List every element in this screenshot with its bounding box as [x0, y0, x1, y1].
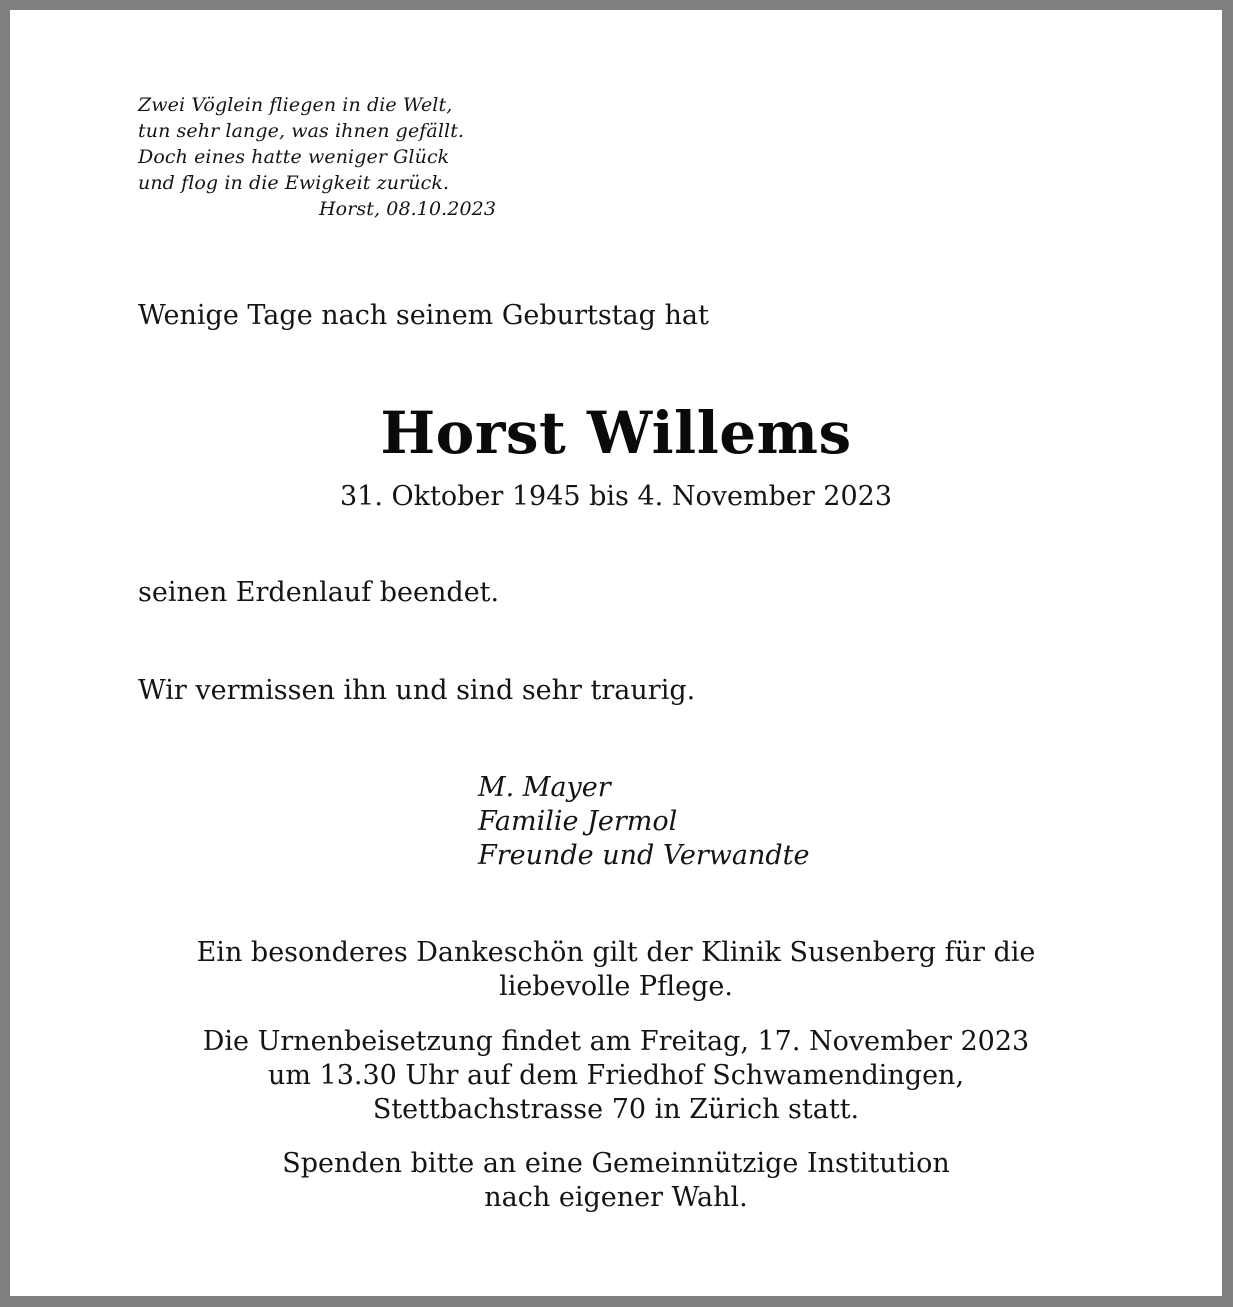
burial-line: Die Urnenbeisetzung findet am Freitag, 17. November 2023	[202, 1026, 1030, 1057]
burial-paragraph	[10, 1025, 1222, 1127]
life-dates: 31. Oktober 1945 bis 4. November 2023	[339, 481, 893, 512]
donations-paragraph	[10, 1147, 1222, 1215]
mourner: Freunde und Verwandte	[478, 840, 810, 871]
poem-line: Doch eines hatte weniger Glück	[138, 146, 450, 168]
burial-line: Stettbachstrasse 70 in Zürich statt.	[372, 1094, 860, 1125]
obituary-page	[10, 10, 1222, 1296]
donations-line: nach eigener Wahl.	[484, 1182, 748, 1213]
poem-line: und flog in die Ewigkeit zurück.	[138, 172, 450, 194]
donations-line: Spenden bitte an eine Gemeinnützige Institution	[282, 1148, 950, 1179]
thanks-paragraph	[10, 936, 1222, 1004]
poem-line: Zwei Vöglein fliegen in die Welt,	[138, 94, 453, 116]
mourner: Familie Jermol	[478, 806, 678, 837]
poem	[138, 92, 538, 222]
intro-text: Wenige Tage nach seinem Geburtstag hat	[138, 300, 709, 331]
deceased-name: Horst Willems	[380, 399, 852, 467]
burial-line: um 13.30 Uhr auf dem Friedhof Schwamendingen,	[267, 1060, 965, 1091]
mourner: M. Mayer	[478, 772, 611, 803]
poem-signature: Horst, 08.10.2023	[319, 198, 497, 220]
thanks-line: liebevolle Pflege.	[499, 971, 733, 1002]
thanks-line: Ein besonderes Dankeschön gilt der Klinik Susenberg für die	[196, 937, 1036, 968]
mourners-list	[478, 771, 810, 873]
miss-text: Wir vermissen ihn und sind sehr traurig.	[138, 675, 696, 706]
ending-text: seinen Erdenlauf beendet.	[138, 577, 500, 608]
poem-line: tun sehr lange, was ihnen gefällt.	[138, 120, 465, 142]
